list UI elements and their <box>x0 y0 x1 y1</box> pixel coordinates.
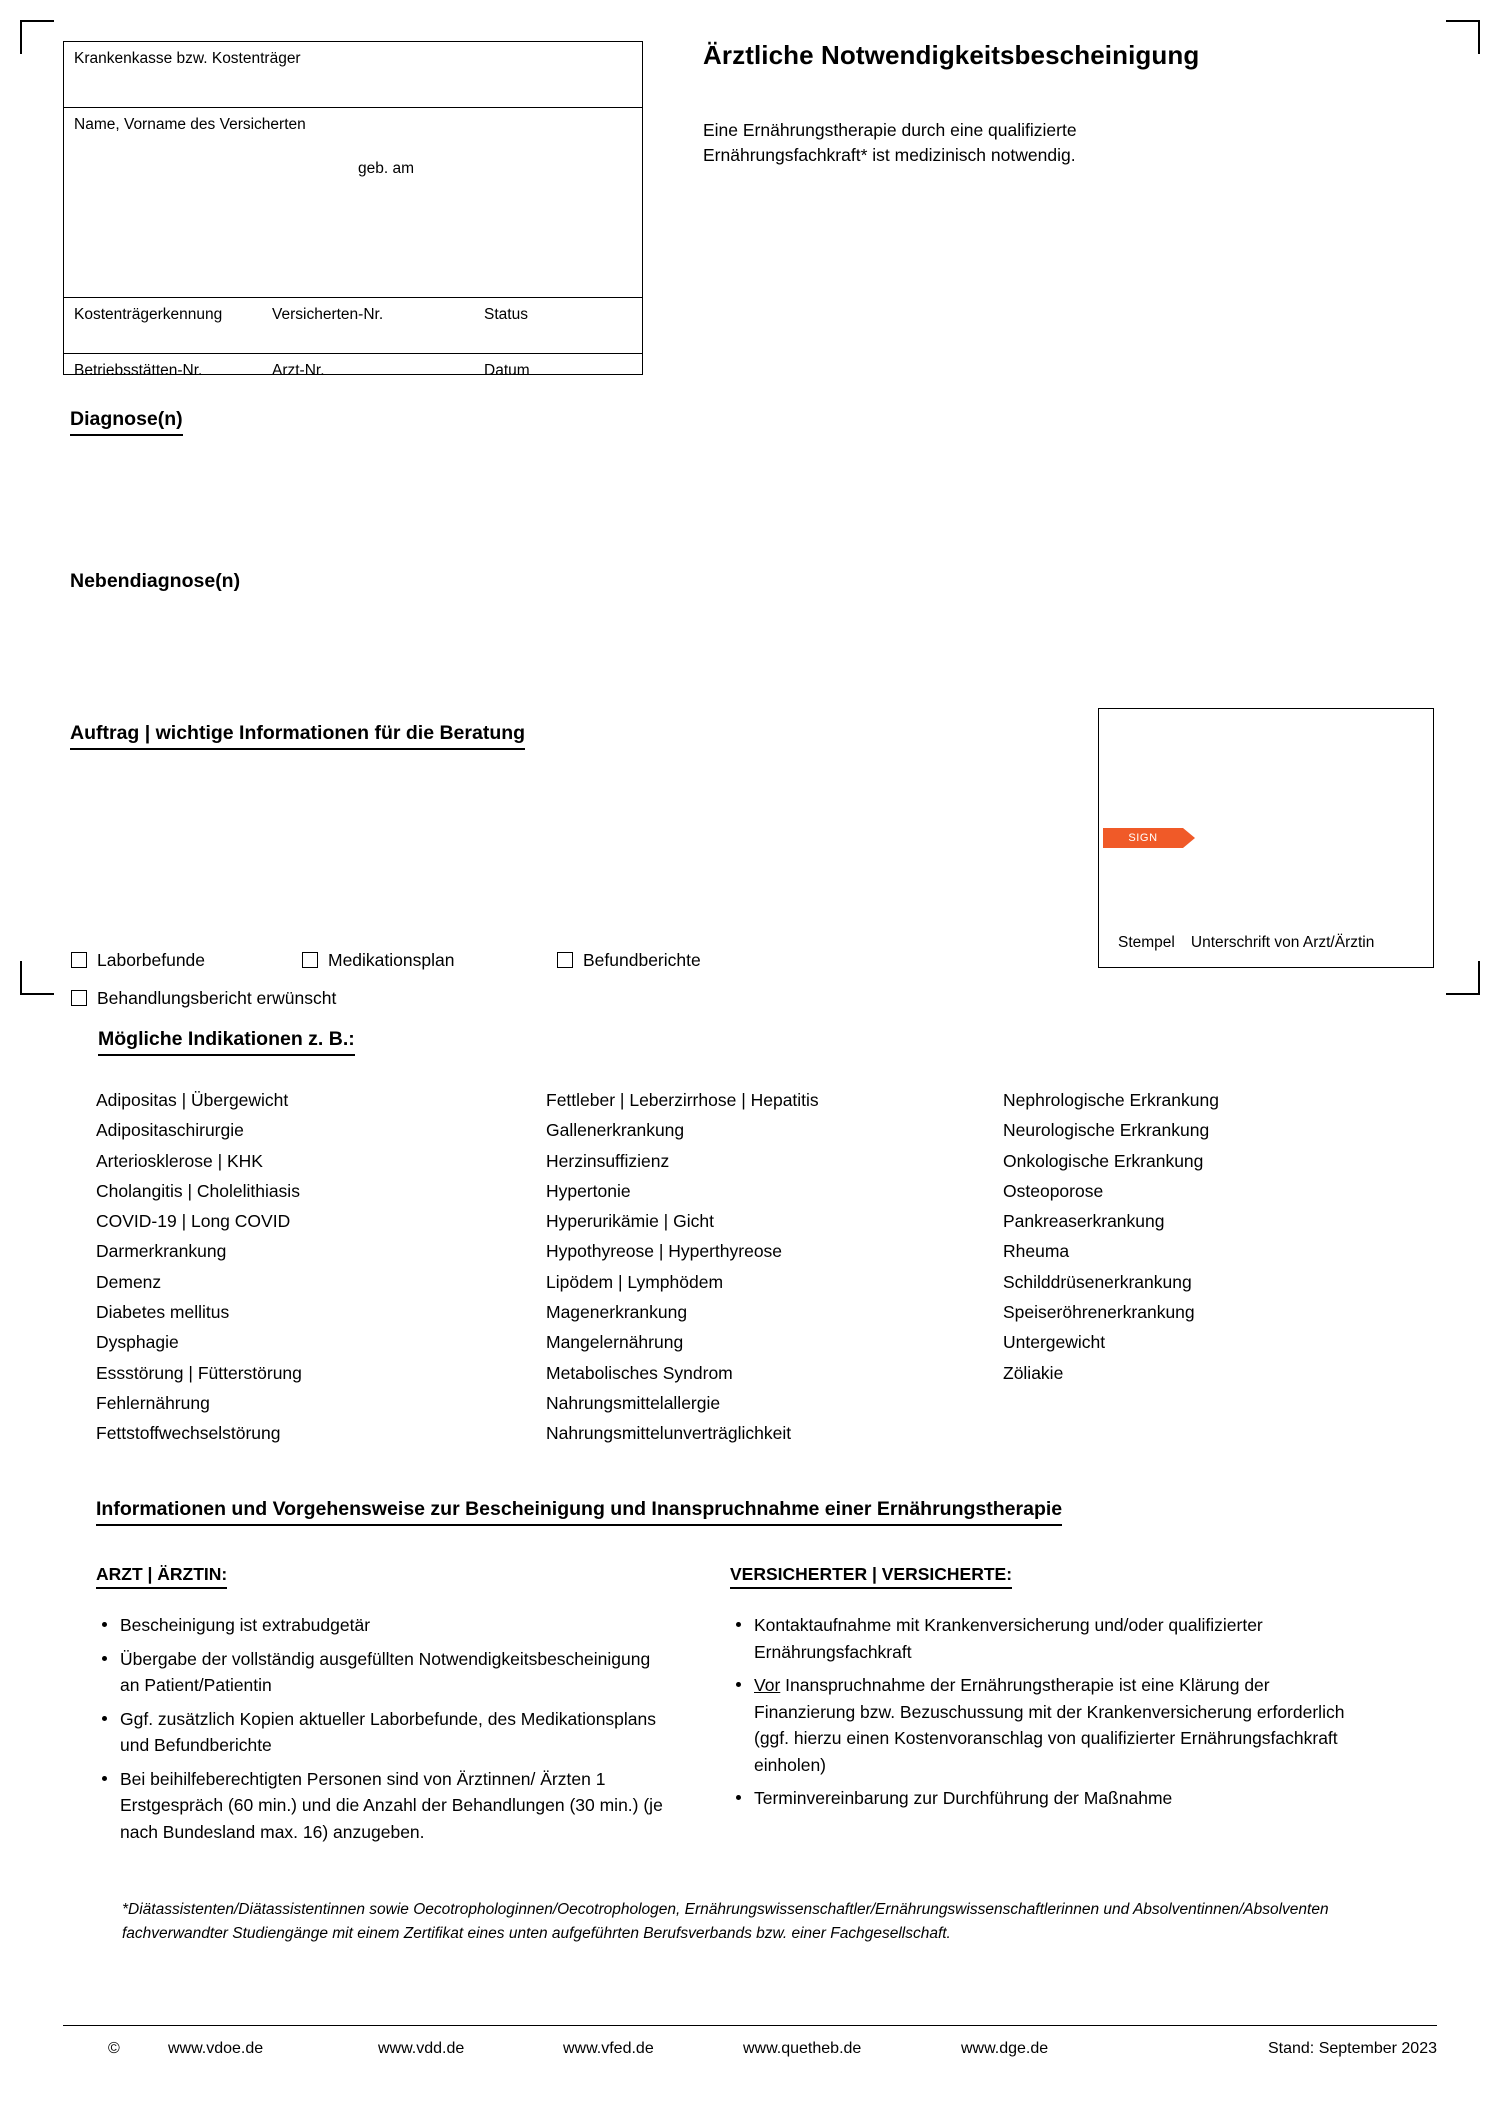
subheading-versicherte: VERSICHERTER | VERSICHERTE: <box>730 1564 1012 1589</box>
checkbox-label-laborbefunde: Laborbefunde <box>97 950 206 970</box>
list-item: Ggf. zusätzlich Kopien aktueller Laborbefunde, des Medikationsplans und Befundberichte <box>96 1706 666 1759</box>
caption-stempel: Stempel <box>1118 934 1175 951</box>
indication-item: Hypertonie <box>546 1180 631 1201</box>
indication-item: Darmerkrankung <box>96 1241 227 1262</box>
checkbox-box-icon[interactable] <box>71 952 87 968</box>
indication-item: Nephrologische Erkrankung <box>1003 1090 1219 1110</box>
footer-link-quetheb[interactable]: www.quetheb.de <box>743 2040 862 2057</box>
indication-item: Diabetes mellitus <box>96 1302 230 1323</box>
indication-item: Adipositaschirurgie <box>96 1120 244 1141</box>
label-krankenkasse: Krankenkasse bzw. Kostenträger <box>74 50 301 67</box>
indication-item: Hyperurikämie | Gicht <box>546 1211 714 1232</box>
subtitle-line-2: Ernährungsfachkraft* ist medizinisch notwendig. <box>703 145 1076 165</box>
insurance-row-betriebsstaette[interactable] <box>64 354 642 379</box>
list-item: Bei beihilfeberechtigten Personen sind von Ärztinnen/ Ärzten 1 Erstgespräch (60 min.) und die Anzahl der Behandlungen (30 min.) (je nach Bundesland max. 16) anzugeben. <box>96 1766 666 1846</box>
footer-link-dge[interactable]: www.dge.de <box>961 2040 1049 2057</box>
checkbox-behandlungsbericht[interactable] <box>71 988 336 1009</box>
indication-item: Cholangitis | Cholelithiasis <box>96 1180 300 1201</box>
footer-stand: Stand: September 2023 <box>1267 2040 1437 2057</box>
list-item-vor-rest: Inanspruchnahme der Ernährungstherapie ist eine Klärung der Finanzierung bzw. Bezuschussung mit der Krankenversicherung erforderlich (ggf. hierzu einen Kostenvoranschlag von qualifizierter Ernährungsfachkraft einholen) <box>754 1675 1345 1775</box>
insurance-row-name[interactable] <box>64 108 642 298</box>
label-datum: Datum <box>484 362 530 379</box>
indication-item: Hypothyreose | Hyperthyreose <box>546 1241 783 1262</box>
arzt-bullet-list <box>96 1612 666 1852</box>
indication-item: Gallenerkrankung <box>546 1120 685 1141</box>
checkbox-box-icon[interactable] <box>71 990 87 1006</box>
section-heading-informationen: Informationen und Vorgehensweise zur Bescheinigung und Inanspruchnahme einer Ernährungstherapie <box>96 1498 1062 1526</box>
checkbox-box-icon[interactable] <box>302 952 318 968</box>
insurance-row-krankenkasse[interactable] <box>64 42 642 108</box>
footnote-text: *Diätassistenten/Diätassistentinnen sowie Oecotrophologinnen/Oecotrophologen, Ernährungswissenschaftler/Ernährungswissenschaftlerinnen und Absolventinnen/Absolventen fachverwandter Studiengänge mit einem Zertifikat eines unten aufgeführten Berufsverbands bzw. einer Fachgesellschaft. <box>122 1901 1329 1942</box>
footer-link-vfed[interactable]: www.vfed.de <box>563 2040 654 2057</box>
label-arzt-nr: Arzt-Nr. <box>272 362 325 379</box>
list-item: Terminvereinbarung zur Durchführung der Maßnahme <box>730 1785 1370 1812</box>
footer-link-vdd[interactable]: www.vdd.de <box>378 2040 465 2057</box>
indication-item: Dysphagie <box>96 1332 179 1353</box>
indications-column-2 <box>546 1085 819 1449</box>
list-item-vor <box>730 1672 1370 1778</box>
indication-item: Demenz <box>96 1271 162 1292</box>
indication-item: COVID-19 | Long COVID <box>96 1211 291 1232</box>
section-heading-nebendiagnose: Nebendiagnose(n) <box>70 570 241 592</box>
indication-item: Nahrungsmittelunverträglichkeit <box>546 1423 792 1444</box>
underlined-vor: Vor <box>754 1675 781 1695</box>
indications-column-1 <box>96 1085 302 1449</box>
footer-divider <box>63 2025 1437 2026</box>
indication-item: Lipödem | Lymphödem <box>546 1271 724 1292</box>
indication-item: Essstörung | Fütterstörung <box>96 1362 302 1383</box>
indication-item: Nahrungsmittelallergie <box>546 1392 721 1413</box>
caption-unterschrift: Unterschrift von Arzt/Ärztin <box>1190 934 1375 951</box>
checkbox-box-icon[interactable] <box>557 952 573 968</box>
checkbox-befundberichte[interactable] <box>557 950 701 971</box>
label-kostentraegerkennung: Kostenträgerkennung <box>74 306 223 323</box>
section-heading-diagnose: Diagnose(n) <box>70 408 183 436</box>
versicherte-bullet-list <box>730 1612 1370 1819</box>
indications-column-3 <box>1003 1085 1219 1388</box>
indication-item: Schilddrüsenerkrankung <box>1003 1271 1192 1292</box>
label-name-vorname: Name, Vorname des Versicherten <box>74 116 306 133</box>
label-versicherten-nr: Versicherten-Nr. <box>272 306 384 323</box>
subheading-arzt: ARZT | ÄRZTIN: <box>96 1564 227 1589</box>
indication-item: Pankreaserkrankung <box>1003 1211 1165 1232</box>
indication-item: Mangelernährung <box>546 1332 684 1353</box>
indication-item: Magenerkrankung <box>546 1302 688 1323</box>
indication-item: Zöliakie <box>1003 1362 1064 1383</box>
signature-caption <box>1118 934 1374 952</box>
indication-item: Neurologische Erkrankung <box>1003 1120 1210 1141</box>
section-heading-auftrag: Auftrag | wichtige Informationen für die Beratung <box>70 722 525 750</box>
footer-link-vdoe[interactable]: www.vdoe.de <box>168 2040 264 2057</box>
indication-item: Arteriosklerose | KHK <box>96 1150 263 1171</box>
page-subtitle <box>703 118 1077 168</box>
label-status: Status <box>484 306 528 323</box>
checkbox-laborbefunde[interactable] <box>71 950 205 971</box>
insurance-row-kostentraeger[interactable] <box>64 298 642 354</box>
checkbox-label-befundberichte: Befundberichte <box>583 950 701 970</box>
indication-item: Untergewicht <box>1003 1332 1106 1353</box>
checkbox-label-medikationsplan: Medikationsplan <box>328 950 455 970</box>
list-item: Übergabe der vollständig ausgefüllten Notwendigkeitsbescheinigung an Patient/Patientin <box>96 1646 666 1699</box>
copyright-symbol: © <box>108 2040 120 2057</box>
list-item: Kontaktaufnahme mit Krankenversicherung und/oder qualifizierter Ernährungsfachkraft <box>730 1612 1370 1665</box>
indication-item: Metabolisches Syndrom <box>546 1362 733 1383</box>
indication-item: Fettstoffwechselstörung <box>96 1423 281 1444</box>
indication-item: Onkologische Erkrankung <box>1003 1150 1204 1171</box>
subtitle-line-1: Eine Ernährungstherapie durch eine qualifizierte <box>703 120 1077 140</box>
indication-item: Fehlernährung <box>96 1392 210 1413</box>
label-betriebsstaetten-nr: Betriebsstätten-Nr. <box>74 362 203 379</box>
checkbox-label-behandlungsbericht: Behandlungsbericht erwünscht <box>97 988 337 1008</box>
insurance-info-box <box>63 41 643 379</box>
indication-item: Adipositas | Übergewicht <box>96 1090 289 1110</box>
page-title: Ärztliche Notwendigkeitsbescheinigung <box>703 40 1200 70</box>
indication-item: Speiseröhrenerkrankung <box>1003 1302 1195 1323</box>
sign-button[interactable]: SIGN <box>1103 828 1183 848</box>
list-item: Bescheinigung ist extrabudgetär <box>96 1612 666 1639</box>
section-heading-indikationen: Mögliche Indikationen z. B.: <box>98 1028 355 1056</box>
label-geb-am: geb. am <box>358 160 415 177</box>
indication-item: Fettleber | Leberzirrhose | Hepatitis <box>546 1090 819 1110</box>
indication-item: Osteoporose <box>1003 1180 1104 1201</box>
indication-item: Herzinsuffizienz <box>546 1150 670 1171</box>
indication-item: Rheuma <box>1003 1241 1070 1262</box>
checkbox-medikationsplan[interactable] <box>302 950 454 971</box>
